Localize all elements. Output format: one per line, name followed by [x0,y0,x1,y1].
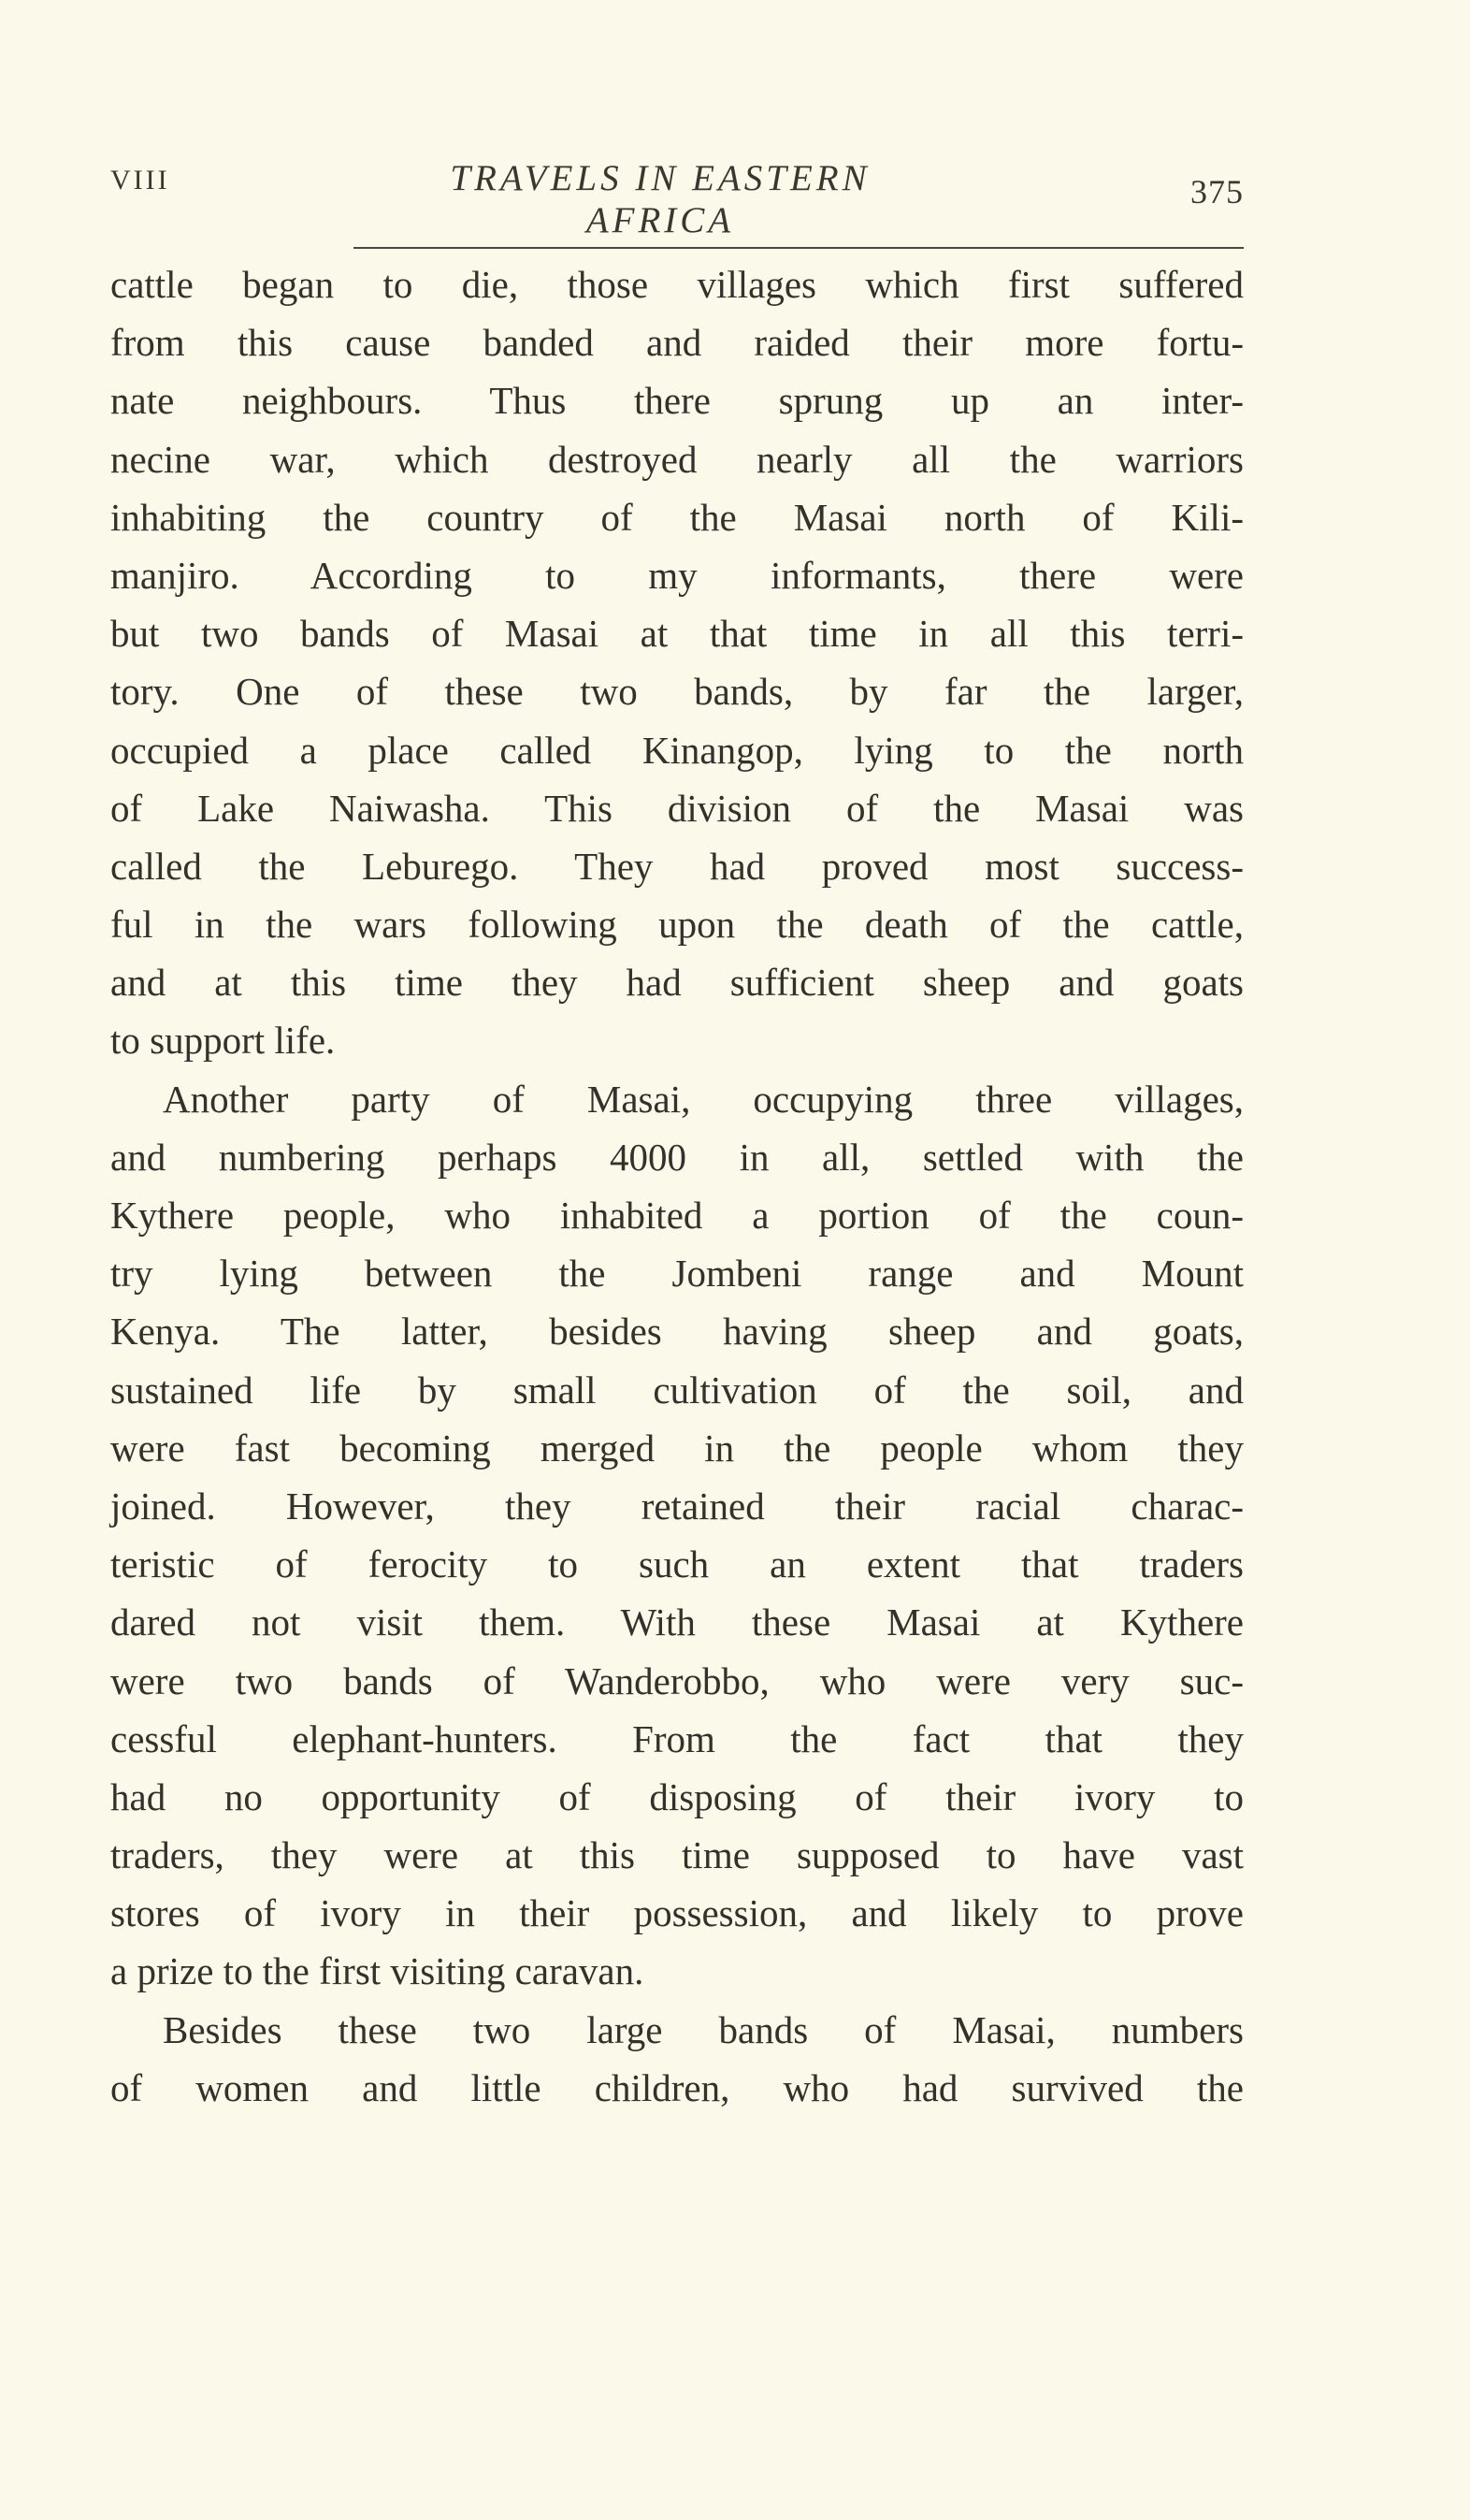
text-line: manjiro. According to my informants, there were [110,553,1244,597]
paragraph-end-line: to support life. [110,1019,336,1063]
text-line: try lying between the Jombeni range and Mount [110,1252,1244,1296]
paragraph-start-line: Another party of Masai, occupying three villages, [163,1077,1244,1121]
text-line: and numbering perhaps 4000 in all, settled with the [110,1135,1244,1179]
text-line: ful in the wars following upon the death of the cattle, [110,903,1244,947]
text-line: teristic of ferocity to such an extent that traders [110,1542,1244,1586]
text-line: inhabiting the country of the Masai north of Kili- [110,495,1244,539]
text-line: were two bands of Wanderobbo, who were very suc- [110,1658,1244,1702]
text-line: stores of ivory in their possession, and likely to prove [110,1891,1244,1935]
text-line: tory. One of these two bands, by far the larger, [110,670,1244,714]
text-line: and at this time they had sufficient sheep and goats [110,961,1244,1005]
text-line: Kythere people, who inhabited a portion of the coun- [110,1194,1244,1237]
body-text [110,255,1244,2117]
text-line: necine war, which destroyed nearly all the warriors [110,437,1244,481]
text-line: cessful elephant-hunters. From the fact that they [110,1716,1244,1760]
running-title: TRAVELS IN EASTERN AFRICA [450,158,871,240]
text-line: joined. However, they retained their racial charac- [110,1484,1244,1528]
text-line: traders, they were at this time supposed to have vast [110,1833,1244,1877]
text-line: had no opportunity of disposing of their ivory to [110,1774,1244,1818]
page-header [110,157,1244,240]
page-number: 375 [1190,173,1244,210]
text-line: sustained life by small cultivation of the soil, and [110,1368,1244,1412]
text-line: were fast becoming merged in the people whom they [110,1426,1244,1470]
text-line: but two bands of Masai at that time in all this terri- [110,612,1244,656]
paragraph-start-line: Besides these two large bands of Masai, numbers [163,2007,1244,2051]
text-line: dared not visit them. With these Masai at Kythere [110,1600,1244,1644]
text-line: of Lake Naiwasha. This division of the Masai was [110,786,1244,830]
text-line: of women and little children, who had survived the [110,2065,1244,2109]
text-line: called the Leburego. They had proved most success- [110,844,1244,888]
text-line: Kenya. The latter, besides having sheep and goats, [110,1310,1244,1354]
chapter-number: VIII [110,165,170,196]
text-line: occupied a place called Kinangop, lying to the north [110,728,1244,772]
header-rule [353,247,1244,249]
text-line: from this cause banded and raided their more fortu- [110,321,1244,365]
text-line: nate neighbours. Thus there sprung up an inter- [110,379,1244,423]
text-line: cattle began to die, those villages which first suffered [110,263,1244,306]
paragraph-end-line: a prize to the first visiting caravan. [110,1949,644,1993]
